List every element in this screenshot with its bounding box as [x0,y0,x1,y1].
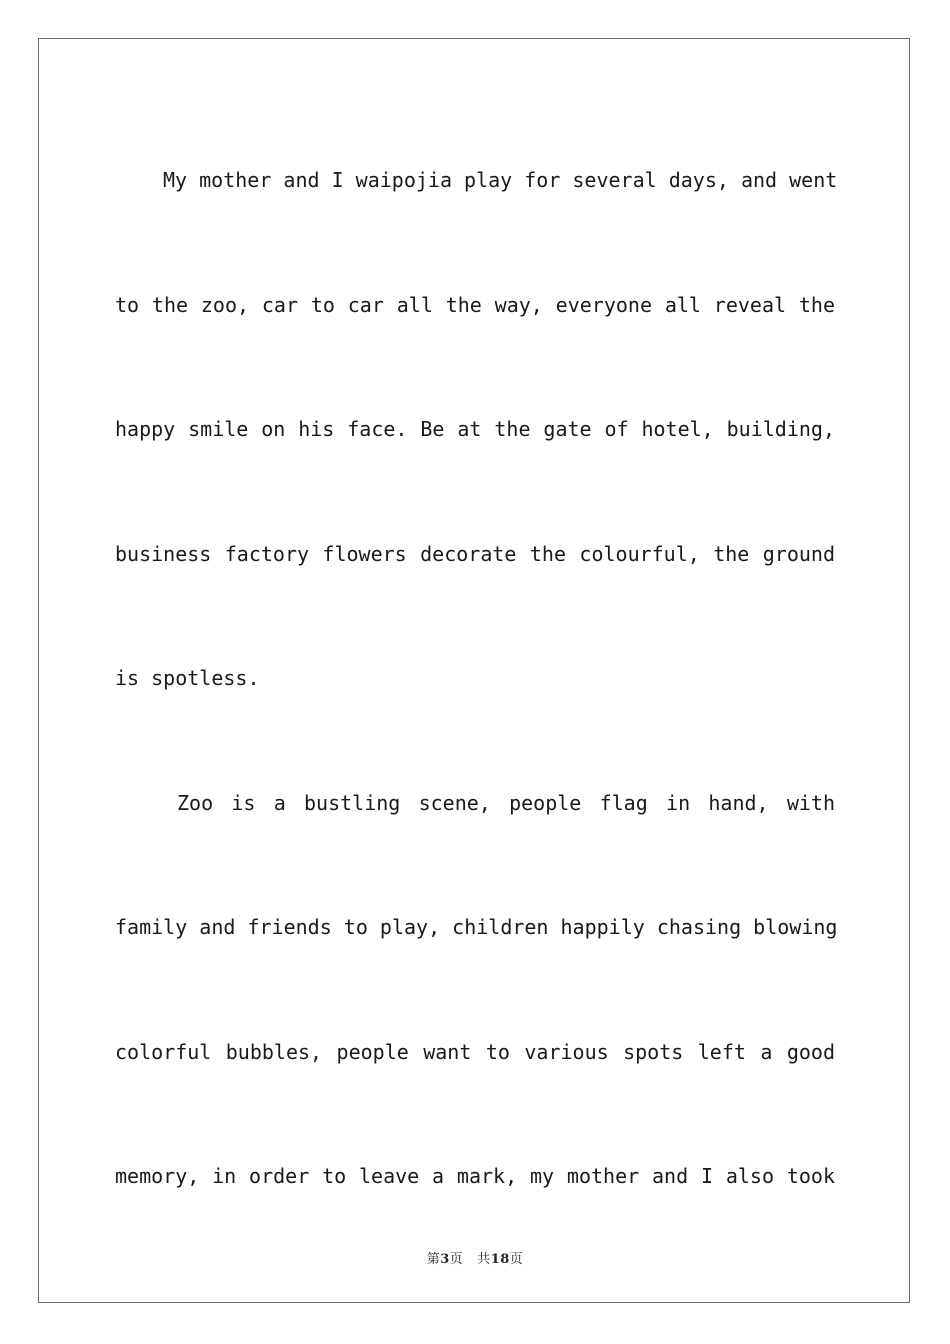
paragraph-line: colorful bubbles, people want to various spots left a good [115,1039,835,1064]
paragraph-line: Zoo is a bustling scene, people flag in hand, with [177,790,835,815]
paragraph-line: My mother and I waipojia play for several days, and went [163,168,838,192]
footer-total-suffix: 页 [509,1252,524,1267]
paragraph-2 [115,741,838,1239]
footer-total-prefix: 共 [477,1252,491,1267]
paragraph-line: family and friends to play, children happily chasing blowing [115,915,838,939]
paragraph-line: to the zoo, car to car all the way, everyone all reveal the [115,292,835,317]
paragraph-line: business factory flowers decorate the colourful, the ground [115,541,835,566]
paragraph-line: happy smile on his face. Be at the gate of hotel, building, [115,417,835,441]
footer-page-number: 3 [440,1252,450,1267]
footer-page-suffix: 页 [449,1252,464,1267]
paragraph-1 [115,118,838,741]
document-body [115,118,838,1239]
footer-total-pages: 18 [490,1252,510,1267]
paragraph-line: memory, in order to leave a mark, my mother and I also took [115,1164,835,1188]
paragraph-line: is spotless. [115,666,260,690]
footer-page-prefix: 第 [426,1252,441,1267]
page-footer [0,1248,950,1267]
